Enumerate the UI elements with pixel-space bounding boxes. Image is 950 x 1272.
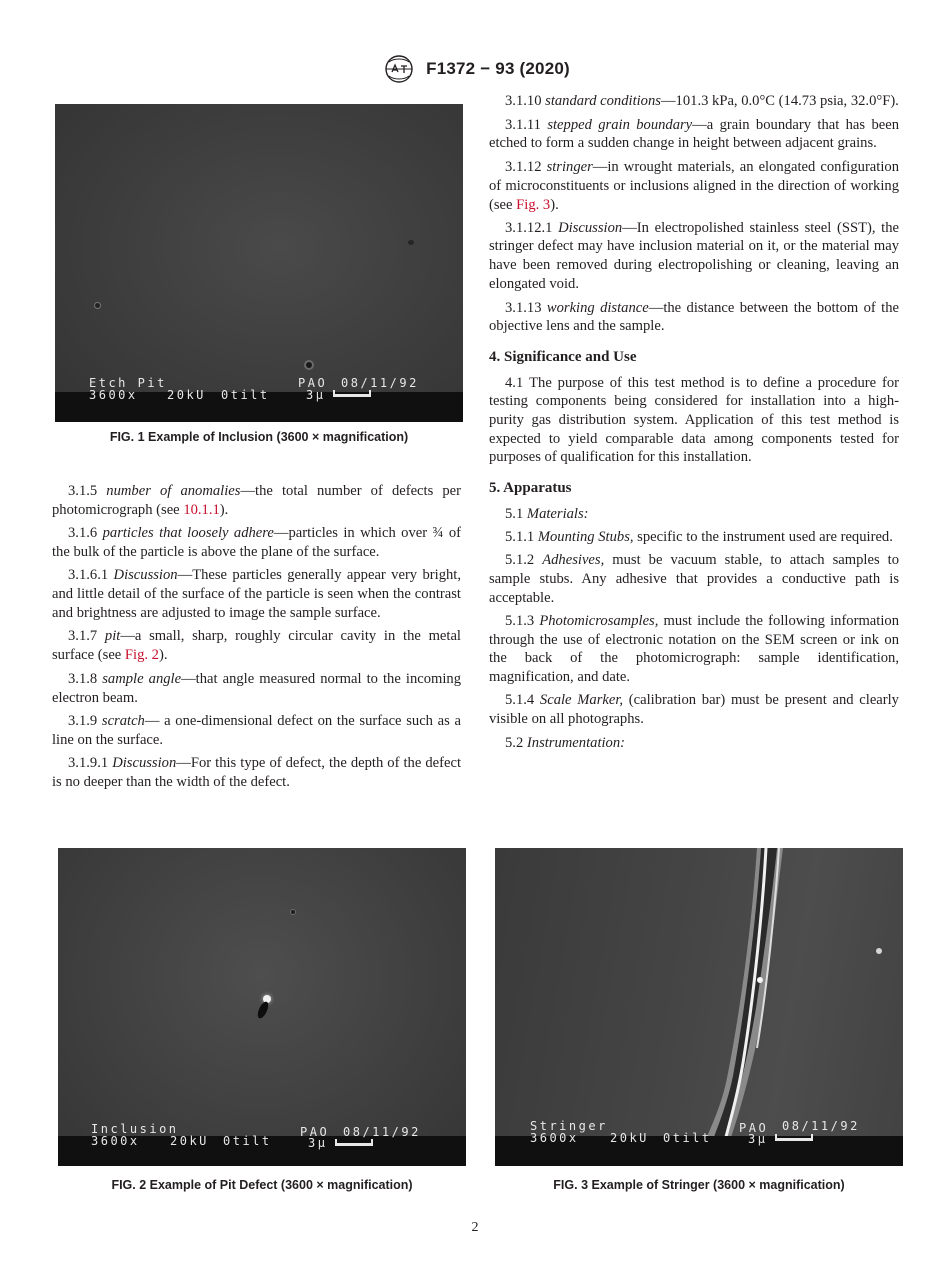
paragraph-4-1: 4.1 The purpose of this test method is to define a procedure for testing components being considered for installation into a high-purity gas distribution system. Application of this test method is expected to yield comparable data among components tested for purposes of qualification for this installation. <box>489 374 899 466</box>
sem-label-name: Etch Pit <box>89 376 167 390</box>
paragraph-5-1-1: 5.1.1 Mounting Stubs, specific to the instrument used are required. <box>505 529 893 546</box>
paragraph-5-2: 5.2 Instrumentation: <box>505 734 626 751</box>
paragraph-5-1-2: 5.1.2 Adhesives, must be vacuum stable, to attach samples to sample stubs. Any adhesive that provides a conductive path is acceptable. <box>489 552 899 606</box>
paragraph-3-1-9: 3.1.9 scratch— a one-dimensional defect on the surface such as a line on the surface. <box>52 713 461 748</box>
sem-label-date: 08/11/92 <box>341 376 419 390</box>
sem-label-tilt: 0tilt <box>223 1134 272 1148</box>
astm-logo-icon <box>380 54 418 84</box>
paragraph-5-1: 5.1 Materials: <box>505 505 589 522</box>
sem-label-scale: 3μ <box>306 388 326 402</box>
scale-marker <box>775 1138 813 1141</box>
figure-2-micrograph <box>58 848 466 1166</box>
small-particle <box>291 910 295 914</box>
section-5-heading: 5. Apparatus <box>489 480 572 497</box>
sem-label-tilt: 0tilt <box>221 388 270 402</box>
scale-marker <box>335 1143 373 1146</box>
paragraph-3-1-12-1: 3.1.12.1 Discussion—In electropolished stainless steel (SST), the stringer defect may have inclusion material on it, or the material may have been removed during electropolishing or cleaning, leaving an elongated void. <box>489 219 900 292</box>
paragraph-3-1-5: 3.1.5 number of anomalies—the total number of defects per photomicrograph (see 10.1.1). <box>52 483 461 518</box>
sem-label-mag: 3600x <box>91 1134 140 1148</box>
sem-label-date: 08/11/92 <box>343 1125 421 1139</box>
paragraph-3-1-12: 3.1.12 stringer—in wrought materials, an elongated configuration of microconstituents or inclusions aligned in the direction of working (see Fig. 3). <box>489 159 899 213</box>
sem-label-tilt: 0tilt <box>663 1131 712 1145</box>
figure-3-caption: FIG. 3 Example of Stringer (3600 × magnification) <box>553 1178 845 1192</box>
figure-2-caption: FIG. 2 Example of Pit Defect (3600 × magnification) <box>111 1178 413 1192</box>
paragraph-3-1-11: 3.1.11 stepped grain boundary—a grain boundary that has been etched to form a sudden change in height between adjacent grains. <box>489 116 899 152</box>
xref-10-1-1[interactable]: 10.1.1 <box>183 501 220 518</box>
paragraph-3-1-6: 3.1.6 particles that loosely adhere—particles in which over ¾ of the bulk of the particle is above the plane of the surface. <box>52 525 461 561</box>
page-header <box>0 52 950 86</box>
small-particle <box>95 303 100 308</box>
right-column <box>489 92 899 757</box>
xref-fig-2[interactable]: Fig. 2 <box>124 647 159 664</box>
xref-fig-3[interactable]: Fig. 3 <box>516 196 551 213</box>
paragraph-5-1-3: 5.1.3 Photomicrosamples, must include the following information through the use of electronic notation on the SEM screen or ink on the back of the photomicrograph: sample identification, magnification, and date. <box>489 612 899 685</box>
figure-1-caption: FIG. 1 Example of Inclusion (3600 × magnification) <box>109 430 409 444</box>
paragraph-3-1-13: 3.1.13 working distance—the distance between the bottom of the objective lens and the sample. <box>489 299 899 335</box>
document-designation: F1372 − 93 (2020) <box>426 59 570 78</box>
sem-label-scale: 3μ <box>748 1132 768 1146</box>
sem-label-operator: PAO <box>300 1125 330 1139</box>
sem-label-date: 08/11/92 <box>782 1119 860 1133</box>
sem-label-scale: 3μ <box>308 1136 328 1150</box>
section-4-heading: 4. Significance and Use <box>489 348 637 365</box>
sem-label-kv: 20kU <box>610 1131 649 1145</box>
scale-marker <box>333 394 371 397</box>
sem-label-operator: PAO <box>298 376 328 390</box>
paragraph-3-1-10: 3.1.10 standard conditions—101.3 kPa, 0.0°C (14.73 psia, 32.0°F). <box>505 93 899 109</box>
dark-spot <box>408 240 414 245</box>
sem-label-mag: 3600x <box>89 388 138 402</box>
sem-label-name: Inclusion <box>91 1122 179 1136</box>
paragraph-3-1-6-1: 3.1.6.1 Discussion—These particles generally appear very bright, and little detail of the surface of the particle is seen when the contrast and brightness are adjusted to image the sample surface. <box>52 567 461 621</box>
figure-3-micrograph <box>495 848 903 1166</box>
page-number: 2 <box>471 1220 479 1235</box>
paragraph-3-1-9-1: 3.1.9.1 Discussion—For this type of defect, the depth of the defect is no deeper than the width of the defect. <box>52 755 461 790</box>
sem-label-operator: PAO <box>739 1121 769 1135</box>
sem-label-kv: 20kU <box>167 388 206 402</box>
sem-label-name: Stringer <box>530 1119 608 1133</box>
figure-1-micrograph <box>55 104 463 422</box>
sem-label-mag: 3600x <box>530 1131 579 1145</box>
paragraph-3-1-8: 3.1.8 sample angle—that angle measured normal to the incoming electron beam. <box>52 670 462 706</box>
paragraph-5-1-4: 5.1.4 Scale Marker, (calibration bar) must be present and clearly visible on all photographs. <box>489 692 899 727</box>
left-column <box>52 482 461 796</box>
inclusion-particle <box>306 362 312 368</box>
sem-label-kv: 20kU <box>170 1134 209 1148</box>
paragraph-3-1-7: 3.1.7 pit—a small, sharp, roughly circular cavity in the metal surface (see Fig. 2). <box>52 628 461 664</box>
